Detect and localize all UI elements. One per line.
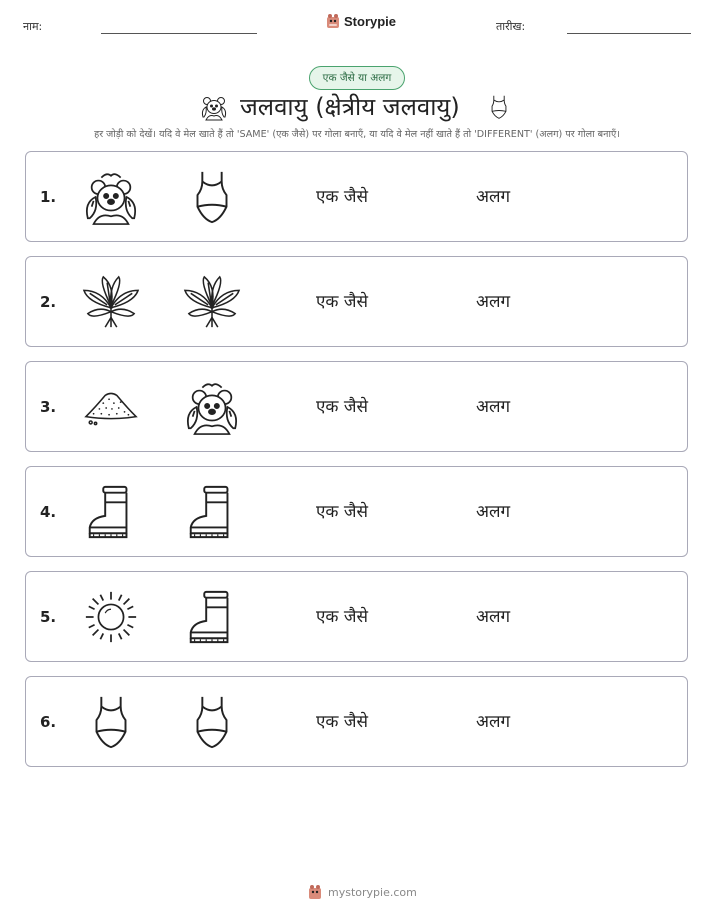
- instructions: हर जोड़ी को देखें। यदि वे मेल खाते हैं तो 'SAME' (एक जैसे) पर गोला बनाएँ, या यदि वे मेल नहीं खाते हैं तो 'DIFFERENT' (अलग) पर गोला बनाएँ।: [94, 129, 620, 140]
- brand-logo: [326, 13, 396, 29]
- same-option[interactable]: एक जैसे: [316, 712, 368, 732]
- same-option[interactable]: एक जैसे: [316, 397, 368, 417]
- pair-row: [25, 571, 688, 662]
- footer: [308, 884, 417, 900]
- pair-row: [25, 361, 688, 452]
- plant-icon: [183, 273, 241, 331]
- pair-row: [25, 466, 688, 557]
- worksheet-type-badge: एक जैसे या अलग: [309, 66, 405, 90]
- different-option[interactable]: अलग: [476, 502, 511, 522]
- swimsuit-icon: [183, 168, 241, 226]
- different-option[interactable]: अलग: [476, 292, 511, 312]
- date-label: तारीख:: [496, 20, 526, 33]
- same-option[interactable]: एक जैसे: [316, 292, 368, 312]
- pair-number: 2.: [40, 293, 57, 311]
- koala-icon: [82, 168, 140, 226]
- name-label: नाम:: [23, 20, 43, 33]
- koala-icon: [183, 378, 241, 436]
- different-option[interactable]: अलग: [476, 607, 511, 627]
- koala-icon: [199, 92, 229, 126]
- different-option[interactable]: अलग: [476, 712, 511, 732]
- plant-icon: [82, 273, 140, 331]
- sand-icon: [82, 378, 140, 436]
- boot-icon: [183, 483, 241, 541]
- pair-number: 1.: [40, 188, 57, 206]
- worksheet-header: [0, 0, 714, 60]
- storypie-logo-icon: [326, 13, 340, 29]
- swimsuit-icon: [82, 693, 140, 751]
- pair-number: 3.: [40, 398, 57, 416]
- pair-number: 6.: [40, 713, 57, 731]
- brand-name: Storypie: [344, 13, 397, 29]
- same-option[interactable]: एक जैसे: [316, 607, 368, 627]
- pair-row: [25, 256, 688, 347]
- pair-number: 5.: [40, 608, 57, 626]
- date-field[interactable]: [567, 33, 691, 34]
- boot-icon: [183, 588, 241, 646]
- storypie-logo-icon: [308, 884, 322, 900]
- swimsuit-icon: [486, 92, 512, 126]
- different-option[interactable]: अलग: [476, 397, 511, 417]
- worksheet-title: जलवायु (क्षेत्रीय जलवायु): [240, 93, 460, 121]
- pair-row: [25, 151, 688, 242]
- same-option[interactable]: एक जैसे: [316, 187, 368, 207]
- title-row: [0, 90, 714, 124]
- different-option[interactable]: अलग: [476, 187, 511, 207]
- sun-icon: [82, 588, 140, 646]
- footer-site[interactable]: mystorypie.com: [328, 885, 417, 899]
- pair-number: 4.: [40, 503, 57, 521]
- same-option[interactable]: एक जैसे: [316, 502, 368, 522]
- name-field[interactable]: [101, 33, 257, 34]
- pair-row: [25, 676, 688, 767]
- boot-icon: [82, 483, 140, 541]
- swimsuit-icon: [183, 693, 241, 751]
